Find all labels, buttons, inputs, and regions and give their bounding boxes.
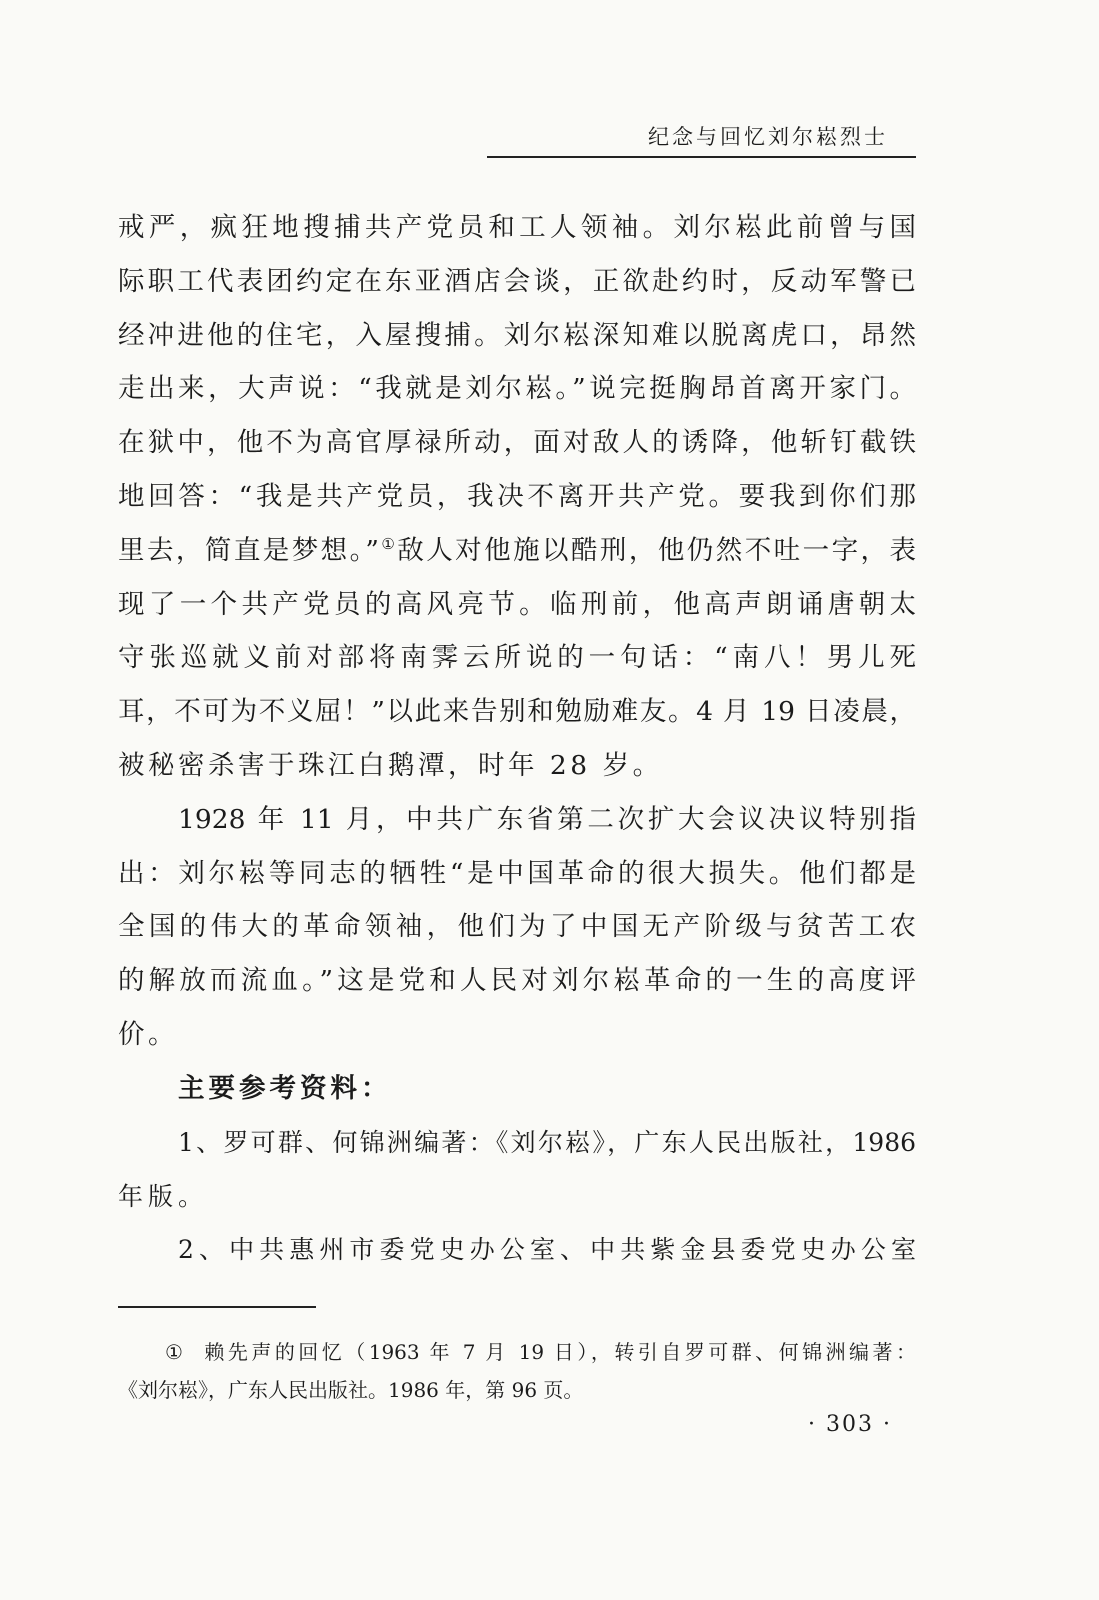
footnote-line: 《刘尔崧》，广东人民出版社。1986 年，第 96 页。	[118, 1378, 584, 1402]
header-rule	[487, 156, 916, 158]
footnote-line	[118, 1333, 916, 1371]
footnote-text: 赖先声的回忆（1963 年 7 月 19 日），转引自罗可群、何锦洲编著：	[204, 1340, 916, 1364]
body-line: 现了一个共产党员的高风亮节。临刑前，他高声朗诵唐朝太	[118, 588, 916, 620]
body-line: 价。	[118, 1018, 178, 1050]
footnote-marker: ①	[165, 1340, 187, 1364]
paragraph	[118, 793, 916, 1062]
references-heading: 主要参考资料：	[178, 1073, 392, 1104]
running-head: 纪念与回忆刘尔崧烈士	[648, 125, 888, 149]
body-line: 被秘密杀害于珠江白鹅潭，时年 28 岁。	[118, 749, 663, 781]
paragraph	[118, 201, 916, 793]
reference-item	[118, 1116, 916, 1224]
body-line: 1928 年 11 月，中共广东省第二次扩大会议决议特别指	[178, 803, 916, 835]
page-number: · 303 ·	[808, 1412, 892, 1437]
body-text	[118, 201, 916, 1062]
references	[118, 1062, 916, 1277]
body-line: 际职工代表团约定在东亚酒店会谈，正欲赴约时，反动军警已	[118, 265, 916, 297]
body-line: 守张巡就义前对部将南霁云所说的一句话：“南八！男儿死	[118, 642, 916, 674]
body-line-text: 敌人对他施以酷刑，他仍然不吐一字，表	[397, 534, 916, 566]
reference-line: 年版。	[118, 1181, 209, 1211]
body-line: 在狱中，他不为高官厚禄所动，面对敌人的诱降，他斩钉截铁	[118, 427, 916, 459]
body-line	[118, 524, 916, 578]
body-line: 戒严，疯狂地搜捕共产党员和工人领袖。刘尔崧此前曾与国	[118, 212, 916, 243]
body-line: 出：刘尔崧等同志的牺牲“是中国革命的很大损失。他们都是	[118, 857, 916, 889]
reference-item	[118, 1223, 916, 1277]
footnote-rule	[118, 1306, 316, 1308]
body-line: 全国的伟大的革命领袖，他们为了中国无产阶级与贫苦工农	[118, 911, 916, 943]
body-line: 地回答：“我是共产党员，我决不离开共产党。要我到你们那	[118, 480, 916, 512]
body-line: 走出来，大声说：“我就是刘尔崧。”说完挺胸昂首离开家门。	[118, 373, 916, 405]
footnote-reference: ①	[378, 534, 398, 553]
reference-line: 1、罗可群、何锦洲编著：《刘尔崧》，广东人民出版社，1986	[178, 1127, 916, 1157]
footnotes	[118, 1333, 916, 1409]
body-line: 的解放而流血。”这是党和人民对刘尔崧革命的一生的高度评	[118, 965, 916, 997]
reference-line: 2、中共惠州市委党史办公室、中共紫金县委党史办公室	[178, 1235, 916, 1265]
body-line: 经冲进他的住宅，入屋搜捕。刘尔崧深知难以脱离虎口，昂然	[118, 319, 916, 351]
body-line: 耳，不可为不义屈！”以此来告别和勉励难友。4 月 19 日凌晨，	[118, 696, 916, 728]
body-line-text: 里去，简直是梦想。”	[118, 534, 379, 566]
